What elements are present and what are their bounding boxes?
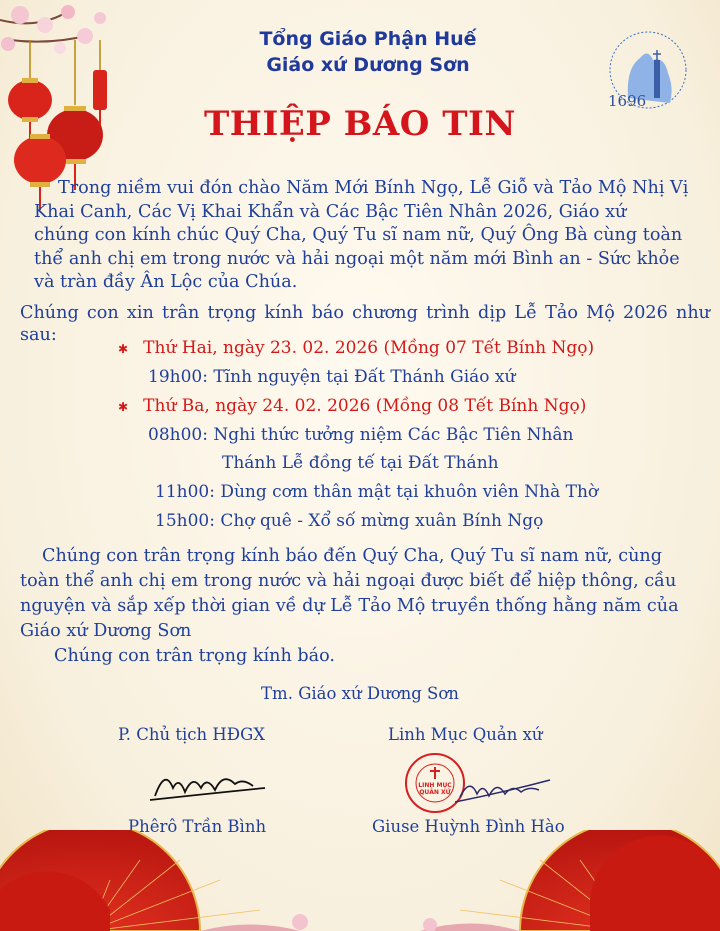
bottom-fan-decoration (0, 830, 720, 931)
logo-year: 1696 (608, 92, 647, 110)
intro-line: thể anh chị em trong nước và hải ngoại một năm mới Bình an - Sức khỏe (34, 248, 680, 269)
star-bullet-icon: ✱ (118, 342, 129, 356)
star-bullet-icon: ✱ (118, 400, 129, 414)
schedule-item: Thánh Lễ đồng tế tại Đất Thánh (222, 453, 499, 473)
left-signer-name: Phêrô Trần Bình (128, 817, 267, 836)
stamp-center-line2: QUẢN XỨ (419, 789, 451, 796)
schedule-item: 11h00: Dùng cơm thân mật tại khuôn viên Nhà Thờ (155, 482, 599, 502)
schedule-item: 15h00: Chợ quê - Xổ số mừng xuân Bính Ngọ (155, 511, 544, 531)
archdiocese-name: Tổng Giáo Phận Huế (259, 28, 477, 50)
closing-line: nguyện và sắp xếp thời gian về dự Lễ Tảo Mộ truyền thống hằng năm của (20, 596, 679, 616)
day-heading: Thứ Hai, ngày 23. 02. 2026 (Mồng 07 Tết Bính Ngọ) (143, 338, 595, 358)
left-signer-role: P. Chủ tịch HĐGX (118, 725, 266, 744)
intro-line: Khai Canh, Các Vị Khai Khẩn và Các Bậc Tiên Nhân 2026, Giáo xứ (34, 201, 627, 222)
right-handwritten-signature (455, 772, 555, 812)
closing-line: Chúng con trân trọng kính báo. (54, 646, 336, 666)
schedule-day-2 (118, 396, 586, 416)
intro-line: Trong niềm vui đón chào Năm Mới Bính Ngọ, Lễ Giỗ và Tảo Mộ Nhị Vị (58, 178, 689, 198)
closing-line: toàn thể anh chị em trong nước và hải ngoại được biết để hiệp thông, cầu (20, 571, 677, 591)
intro-line: chúng con kính chúc Quý Cha, Quý Tu sĩ nam nữ, Quý Ông Bà cùng toàn (34, 225, 683, 245)
schedule-day-1 (118, 338, 594, 358)
card-title: THIỆP BÁO TIN (203, 104, 516, 144)
stamp-center-line1: LINH MỤC (418, 782, 452, 789)
parish-name: Giáo xứ Dương Sơn (266, 54, 470, 76)
right-signer-name: Giuse Huỳnh Đình Hào (372, 817, 565, 836)
cherry-blossom-branch (0, 5, 106, 54)
left-handwritten-signature (145, 758, 275, 808)
schedule-item: 08h00: Nghi thức tưởng niệm Các Bậc Tiên Nhân (148, 425, 574, 445)
right-signer-role: Linh Mục Quản xứ (388, 725, 543, 744)
intro-line: và tràn đầy Ân Lộc của Chúa. (34, 272, 298, 292)
day-heading: Thứ Ba, ngày 24. 02. 2026 (Mồng 08 Tết Bính Ngọ) (143, 396, 587, 416)
announce-line: Chúng con xin trân trọng kính báo chương trình dịp Lễ Tảo Mộ 2026 như sau: (20, 303, 710, 345)
on-behalf-line: Tm. Giáo xứ Dương Sơn (261, 684, 459, 703)
closing-paragraph (20, 545, 700, 667)
schedule-item: 19h00: Tĩnh nguyện tại Đất Thánh Giáo xứ (148, 367, 516, 387)
closing-line: Giáo xứ Dương Sơn (20, 621, 192, 641)
intro-paragraph (34, 177, 694, 293)
closing-line: Chúng con trân trọng kính báo đến Quý Cha, Quý Tu sĩ nam nữ, cùng (42, 546, 662, 566)
